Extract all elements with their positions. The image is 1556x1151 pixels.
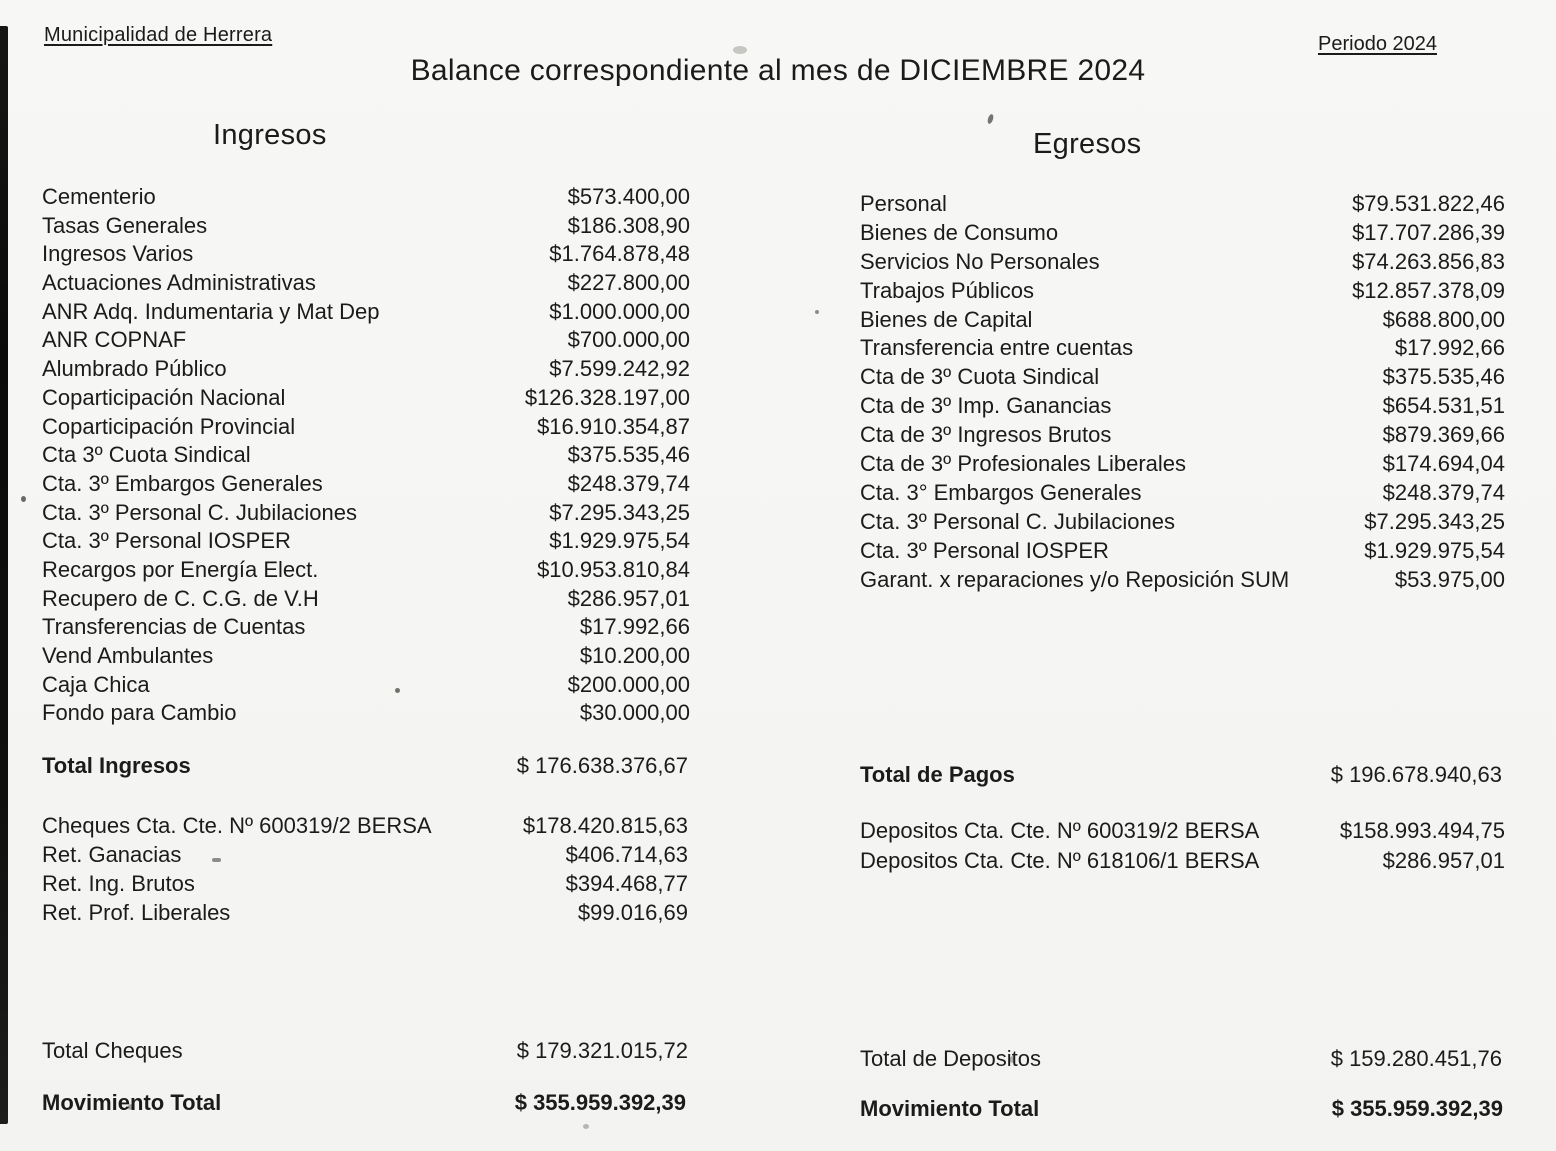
depositos-line-item-label: Depositos Cta. Cte. Nº 618106/1 BERSA: [860, 847, 1260, 873]
egresos-line-item-label: Transferencia entre cuentas: [860, 335, 1134, 361]
ingresos-line-item: [42, 326, 690, 355]
ingresos-line-item-label: Cementerio: [42, 184, 156, 209]
ingresos-line-item-label: ANR COPNAF: [42, 327, 187, 353]
ingresos-line-item-label: Tasas Generales: [42, 212, 208, 238]
total-ingresos-row: [42, 753, 688, 779]
cheques-line-item: [42, 811, 688, 840]
total-cheques-value: $ 179.321.015,72: [516, 1038, 688, 1063]
total-ingresos-label: Total Ingresos: [42, 753, 191, 778]
ingresos-line-item-value: $248.379,74: [567, 470, 690, 496]
egresos-line-item-value: $79.531.822,46: [1352, 191, 1505, 216]
cheques-line-item: [42, 840, 688, 869]
ingresos-line-item-value: $126.328.197,00: [524, 384, 690, 410]
cheques-line-item-label: Ret. Ing. Brutos: [42, 871, 195, 896]
ingresos-line-item: [42, 413, 690, 442]
scan-speck: [815, 310, 819, 314]
ingresos-line-item: [42, 499, 690, 528]
egresos-line-item-label: Cta de 3º Cuota Sindical: [860, 364, 1100, 390]
ingresos-line-item-label: Cta. 3º Personal IOSPER: [42, 528, 291, 554]
movimiento-total-label: Movimiento Total: [42, 1090, 222, 1115]
movimiento-total-ingresos-row: [42, 1090, 686, 1116]
ingresos-line-item-value: $1.000.000,00: [549, 298, 690, 324]
ingresos-line-item-label: Recupero de C. C.G. de V.H: [42, 585, 319, 611]
total-depositos-row: [860, 1046, 1502, 1072]
cheques-line-item-label: Ret. Ganacias: [42, 842, 182, 867]
ingresos-line-item: [42, 613, 690, 642]
ingresos-line-item-label: Coparticipación Provincial: [42, 413, 296, 439]
egresos-line-item-value: $53.975,00: [1394, 566, 1505, 592]
depositos-line-item: [860, 846, 1505, 876]
depositos-line-item-label: Depositos Cta. Cte. Nº 600319/2 BERSA: [860, 818, 1260, 843]
egresos-line-item: [860, 190, 1505, 219]
ingresos-line-item-label: Cta. 3º Embargos Generales: [42, 470, 323, 496]
ingresos-line-item-label: Fondo para Cambio: [42, 700, 237, 726]
total-depositos-label: Total de Depositos: [860, 1046, 1041, 1071]
egresos-line-item: [860, 219, 1505, 248]
ingresos-line-item-value: $573.400,00: [567, 184, 690, 209]
cheques-line-items: [42, 811, 688, 927]
period-label: Periodo 2024: [1318, 33, 1437, 55]
ingresos-line-item: [42, 384, 690, 413]
egresos-line-item-value: $74.263.856,83: [1352, 248, 1505, 274]
ingresos-line-item: [42, 699, 690, 728]
cheques-line-item: [42, 898, 688, 927]
egresos-line-item-label: Cta de 3º Profesionales Liberales: [860, 451, 1187, 477]
egresos-line-item-value: $248.379,74: [1382, 479, 1505, 505]
document-title: Balance correspondiente al mes de DICIEMBRE 2024: [410, 54, 1146, 87]
cheques-line-item-label: Ret. Prof. Liberales: [42, 900, 231, 925]
ingresos-line-item-value: $186.308,90: [567, 212, 690, 238]
total-cheques-label: Total Cheques: [42, 1038, 183, 1063]
ingresos-line-item: [42, 441, 690, 470]
egresos-line-item-value: $654.531,51: [1382, 393, 1505, 419]
movimiento-total-egresos-row: [860, 1096, 1503, 1122]
ingresos-line-item-value: $30.000,00: [579, 700, 690, 726]
ingresos-line-item: [42, 556, 690, 585]
ingresos-line-item-label: Vend Ambulantes: [42, 643, 214, 668]
egresos-line-item-value: $688.800,00: [1382, 306, 1505, 332]
ingresos-line-item-label: Cta. 3º Personal C. Jubilaciones: [42, 499, 357, 525]
egresos-line-item: [860, 306, 1505, 335]
total-pagos-value: $ 196.678.940,63: [1330, 762, 1502, 787]
total-ingresos-value: $ 176.638.376,67: [516, 753, 688, 778]
depositos-line-items: [860, 816, 1505, 875]
ingresos-line-item-value: $700.000,00: [567, 327, 690, 353]
ingresos-line-item: [42, 470, 690, 499]
egresos-line-item-label: Cta de 3º Ingresos Brutos: [860, 422, 1112, 448]
ingresos-line-item-label: Alumbrado Público: [42, 356, 227, 382]
ingresos-line-item-label: Coparticipación Nacional: [42, 384, 286, 410]
ingresos-line-item: [42, 240, 690, 269]
ingresos-line-items: [42, 183, 690, 728]
egresos-line-item: [860, 334, 1505, 363]
ingresos-line-item: [42, 212, 690, 241]
ingresos-line-item-value: $10.953.810,84: [537, 556, 690, 582]
egresos-line-item: [860, 248, 1505, 277]
egresos-line-item: [860, 277, 1505, 306]
egresos-line-item-label: Cta. 3º Personal IOSPER: [860, 537, 1109, 563]
scan-speck: [987, 113, 995, 124]
cheques-line-item-value: $99.016,69: [577, 900, 688, 925]
egresos-line-item: [860, 537, 1505, 566]
egresos-line-item: [860, 566, 1505, 595]
total-pagos-row: [860, 762, 1502, 788]
ingresos-line-item: [42, 527, 690, 556]
total-pagos-label: Total de Pagos: [860, 762, 1015, 787]
ingresos-line-item-value: $286.957,01: [567, 585, 690, 611]
egresos-line-item-value: $1.929.975,54: [1364, 537, 1505, 563]
egresos-line-item-label: Garant. x reparaciones y/o Reposición SUM: [860, 566, 1290, 592]
ingresos-line-item: [42, 183, 690, 212]
ingresos-line-item: [42, 269, 690, 298]
ingresos-line-item-value: $375.535,46: [567, 442, 690, 468]
ingresos-line-item-value: $7.599.242,92: [549, 356, 690, 382]
egresos-line-item: [860, 450, 1505, 479]
movimiento-total-value: $ 355.959.392,39: [514, 1090, 686, 1115]
cheques-line-item-label: Cheques Cta. Cte. Nº 600319/2 BERSA: [42, 813, 432, 838]
ingresos-line-item-label: Caja Chica: [42, 671, 150, 697]
ingresos-line-item-value: $17.992,66: [579, 614, 690, 640]
ingresos-line-item-value: $1.764.878,48: [549, 241, 690, 267]
ingresos-line-item: [42, 355, 690, 384]
ingresos-line-item: [42, 585, 690, 614]
depositos-line-item-value: $158.993.494,75: [1339, 818, 1505, 843]
egresos-line-item-value: $12.857.378,09: [1352, 277, 1505, 303]
egresos-line-item: [860, 508, 1505, 537]
ingresos-line-item-label: Recargos por Energía Elect.: [42, 556, 319, 582]
scan-speck: [21, 496, 26, 502]
egresos-line-item: [860, 479, 1505, 508]
egresos-line-item-label: Cta. 3º Personal C. Jubilaciones: [860, 508, 1175, 534]
ingresos-line-item-value: $10.200,00: [579, 643, 690, 668]
cheques-line-item-value: $394.468,77: [565, 871, 688, 896]
ingresos-line-item: [42, 642, 690, 671]
ingresos-line-item-value: $16.910.354,87: [537, 413, 690, 439]
egresos-line-item-value: $879.369,66: [1382, 422, 1505, 448]
depositos-line-item: [860, 816, 1505, 846]
depositos-line-item-value: $286.957,01: [1382, 847, 1505, 873]
egresos-line-item-label: Cta de 3º Imp. Ganancias: [860, 393, 1112, 419]
total-depositos-value: $ 159.280.451,76: [1330, 1046, 1502, 1071]
scan-speck: [583, 1124, 589, 1129]
total-cheques-row: [42, 1038, 688, 1064]
ingresos-line-item: [42, 298, 690, 327]
egresos-line-item-value: $17.707.286,39: [1352, 219, 1505, 245]
ingresos-line-item-label: ANR Adq. Indumentaria y Mat Dep: [42, 298, 380, 324]
cheques-line-item: [42, 869, 688, 898]
movimiento-total-value: $ 355.959.392,39: [1331, 1096, 1503, 1121]
cheques-line-item-value: $178.420.815,63: [522, 813, 688, 838]
egresos-line-item-label: Bienes de Consumo: [860, 219, 1059, 245]
ingresos-line-item-value: $227.800,00: [567, 270, 690, 296]
egresos-line-item-label: Bienes de Capital: [860, 306, 1033, 332]
egresos-line-item: [860, 421, 1505, 450]
egresos-line-item-value: $7.295.343,25: [1364, 508, 1505, 534]
ingresos-line-item-label: Transferencias de Cuentas: [42, 614, 306, 640]
ingresos-line-item: [42, 671, 690, 700]
ingresos-line-item-value: $7.295.343,25: [549, 499, 690, 525]
organization-name: Municipalidad de Herrera: [44, 24, 273, 46]
egresos-line-item-label: Cta. 3° Embargos Generales: [860, 479, 1142, 505]
egresos-line-items: [860, 190, 1505, 594]
egresos-line-item-label: Servicios No Personales: [860, 248, 1100, 274]
ingresos-line-item-label: Cta 3º Cuota Sindical: [42, 442, 251, 468]
ingresos-line-item-label: Actuaciones Administrativas: [42, 270, 316, 296]
ingresos-section-heading: Ingresos: [213, 119, 327, 151]
egresos-line-item-value: $174.694,04: [1382, 451, 1505, 477]
scan-edge-artifact: [0, 26, 8, 1124]
egresos-line-item-label: Trabajos Públicos: [860, 277, 1035, 303]
scan-speck: [733, 46, 747, 54]
ingresos-line-item-label: Ingresos Varios: [42, 241, 194, 267]
ingresos-line-item-value: $1.929.975,54: [549, 528, 690, 554]
ingresos-line-item-value: $200.000,00: [567, 671, 690, 697]
egresos-line-item: [860, 363, 1505, 392]
egresos-section-heading: Egresos: [1033, 128, 1142, 160]
movimiento-total-label: Movimiento Total: [860, 1096, 1040, 1121]
egresos-line-item-value: $375.535,46: [1382, 364, 1505, 390]
egresos-line-item-value: $17.992,66: [1394, 335, 1505, 361]
egresos-line-item: [860, 392, 1505, 421]
cheques-line-item-value: $406.714,63: [565, 842, 688, 867]
egresos-line-item-label: Personal: [860, 191, 947, 216]
